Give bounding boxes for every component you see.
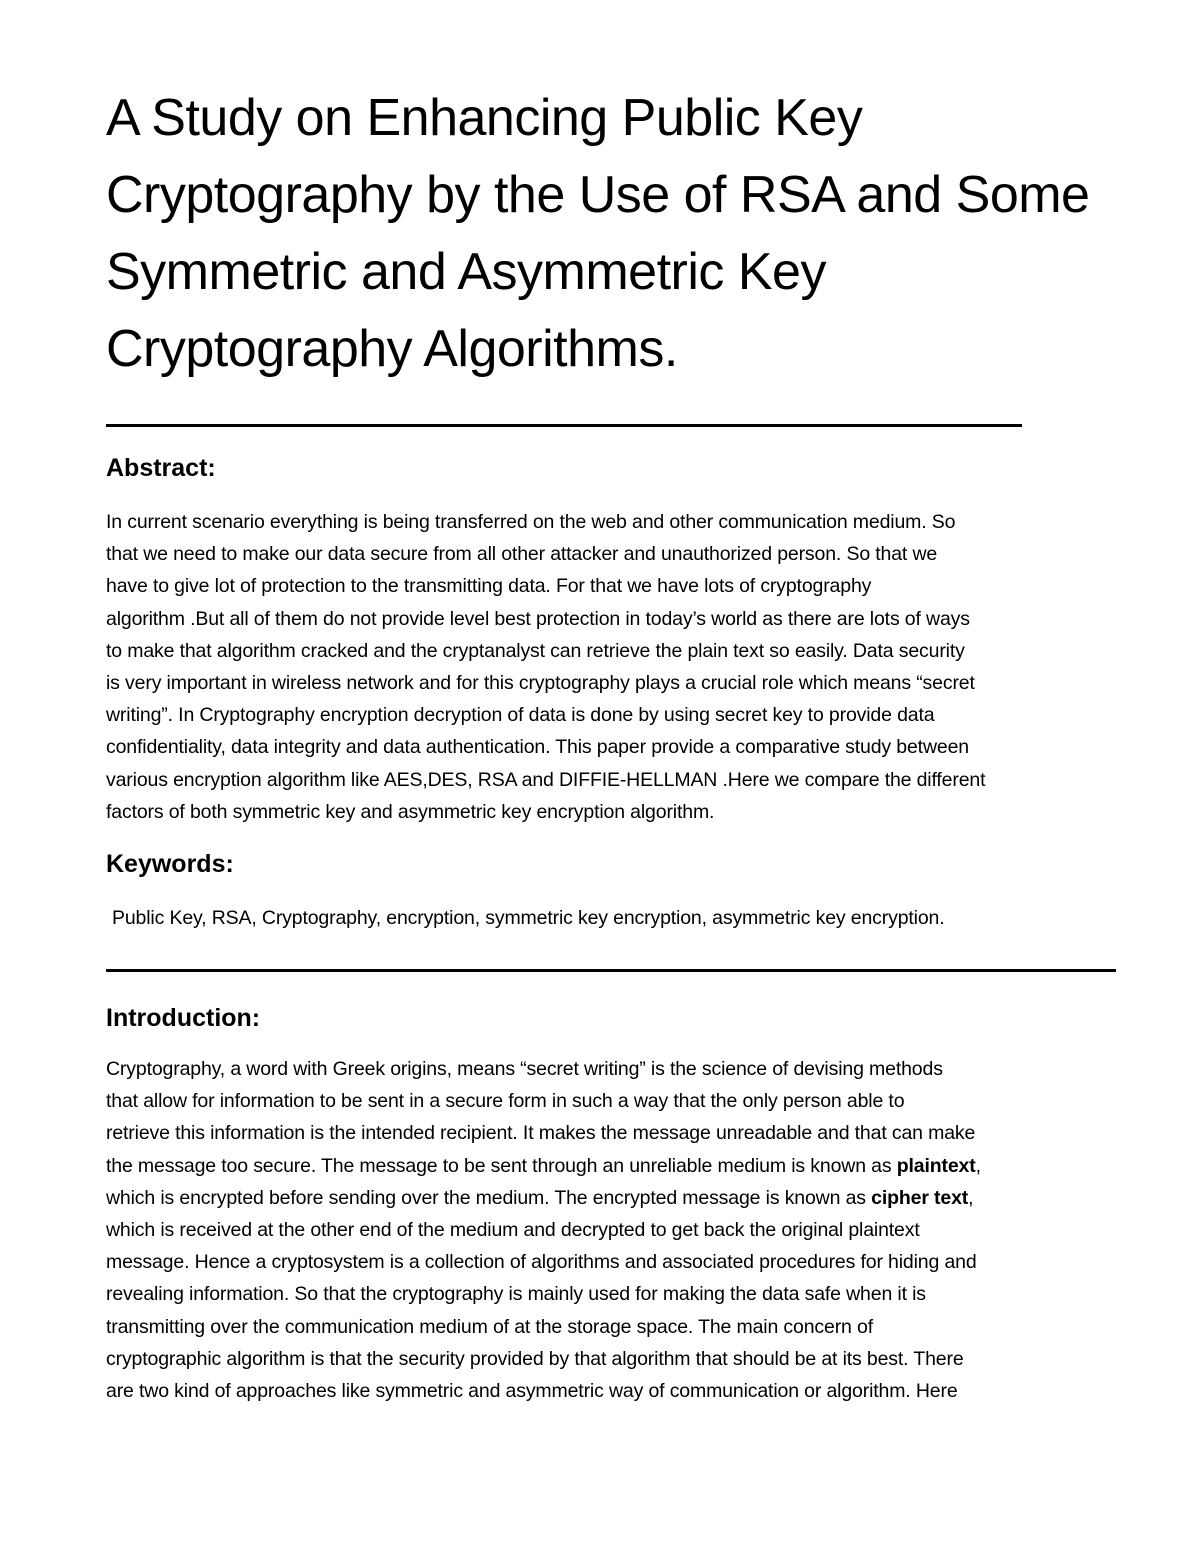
title-line: A Study on Enhancing Public Key — [106, 89, 863, 147]
text-line: cryptographic algorithm is that the security provided by that algorithm that should be at its best. There — [106, 1347, 964, 1370]
title-line: Symmetric and Asymmetric Key — [106, 243, 826, 301]
horizontal-rule — [106, 969, 1116, 972]
text-line: algorithm .But all of them do not provide level best protection in today’s world as there are lots of ways — [106, 607, 970, 630]
paper-title — [106, 80, 1146, 388]
text-line: that allow for information to be sent in a secure form in such a way that the only person able to — [106, 1090, 905, 1113]
title-line: Cryptography Algorithms. — [106, 320, 678, 378]
keywords-paragraph — [112, 902, 1152, 934]
text-line: transmitting over the communication medium of at the storage space. The main concern of — [106, 1315, 873, 1338]
text-line-with-bold — [106, 1150, 1146, 1182]
text-line: that we need to make our data secure from all other attacker and unauthorized person. So that we — [106, 543, 938, 566]
text-line: writing”. In Cryptography encryption decryption of data is done by using secret key to provide data — [106, 704, 935, 727]
bold-term-plaintext: plaintext — [896, 1154, 976, 1177]
text-line: are two kind of approaches like symmetric and asymmetric way of communication or algorithm. Here — [106, 1380, 958, 1403]
text-line: is very important in wireless network and for this cryptography plays a crucial role which means “secret — [106, 672, 975, 695]
bold-term-cipher-text: cipher text — [871, 1186, 969, 1209]
text-line: revealing information. So that the cryptography is mainly used for making the data safe when it is — [106, 1283, 926, 1306]
keywords-heading: Keywords: — [106, 850, 234, 878]
text-segment: the message too secure. The message to be sent through an unreliable medium is known as — [106, 1154, 897, 1177]
text-line: confidentiality, data integrity and data authentication. This paper provide a comparative study between — [106, 736, 969, 759]
comma: , — [968, 1186, 974, 1209]
title-line: Cryptography by the Use of RSA and Some — [106, 166, 1090, 224]
text-line: factors of both symmetric key and asymmetric key encryption algorithm. — [106, 800, 715, 823]
keywords-text: Public Key, RSA, Cryptography, encryption, symmetric key encryption, asymmetric key encryption. — [112, 907, 945, 929]
abstract-heading: Abstract: — [106, 454, 216, 482]
text-segment: which is encrypted before sending over the medium. The encrypted message is known as — [106, 1186, 872, 1209]
text-line-with-bold — [106, 1182, 1146, 1214]
text-line: Cryptography, a word with Greek origins, means “secret writing” is the science of devising methods — [106, 1058, 943, 1080]
introduction-paragraph — [106, 1053, 1146, 1407]
text-line: various encryption algorithm like AES,DES, RSA and DIFFIE-HELLMAN .Here we compare the different — [106, 768, 986, 791]
horizontal-rule — [106, 424, 1022, 427]
text-line: which is received at the other end of the medium and decrypted to get back the original plaintext — [106, 1219, 920, 1242]
text-line: message. Hence a cryptosystem is a collection of algorithms and associated procedures for hiding and — [106, 1251, 977, 1274]
abstract-paragraph — [106, 506, 1146, 828]
text-line: In current scenario everything is being transferred on the web and other communication medium. So — [106, 511, 956, 533]
comma: , — [975, 1154, 981, 1177]
text-line: retrieve this information is the intended recipient. It makes the message unreadable and that can make — [106, 1122, 976, 1145]
text-line: to make that algorithm cracked and the cryptanalyst can retrieve the plain text so easily. Data security — [106, 639, 965, 662]
text-line: have to give lot of protection to the transmitting data. For that we have lots of cryptography — [106, 575, 872, 598]
introduction-heading: Introduction: — [106, 1004, 261, 1032]
